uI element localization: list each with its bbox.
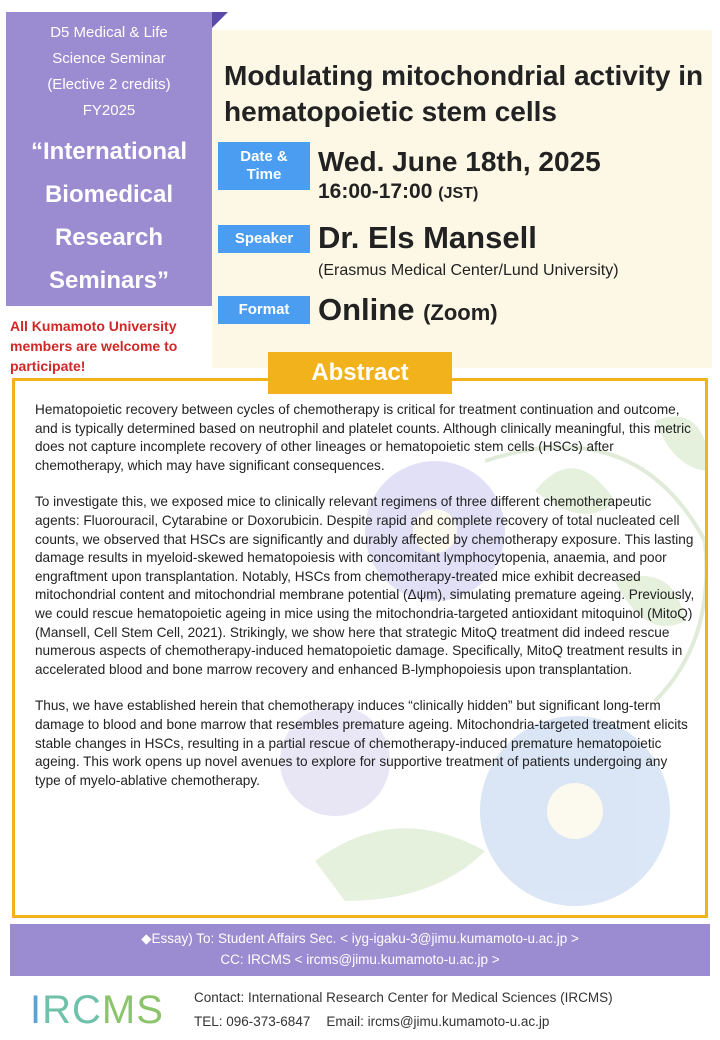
corner-accent — [212, 12, 228, 28]
speaker-affiliation: (Erasmus Medical Center/Lund University) — [318, 262, 619, 279]
welcome-note: All Kumamoto University members are welcome to participate! — [10, 318, 178, 374]
event-time — [318, 180, 478, 204]
event-date: Wed. June 18th, 2025 — [318, 146, 601, 177]
seminar-line: D5 Medical & Life — [50, 24, 168, 41]
event-timezone: (JST) — [438, 185, 479, 202]
seminar-line: FY2025 — [82, 102, 136, 119]
contact-phone: TEL: 096-373-6847 — [194, 1014, 311, 1029]
contact-email: Email: ircms@jimu.kumamoto-u.ac.jp — [326, 1014, 550, 1029]
series-line: Biomedical — [44, 181, 174, 208]
abstract-paragraph: Thus, we have established herein that chemotherapy induces “clinically hidden” but significant long-term damage to blood and bone marrow that resembles premature ageing. Mitochondria-targeted treatment elicits stable changes in HSCs, resulting in a partial rescue of chemotherapy-induced premature hematopoietic ageing. This work opens up novel avenues to explore for supportive treatment of patients undergoing any type of myelo-ablative chemotherapy. — [35, 698, 688, 788]
essay-submission-bar — [10, 924, 710, 976]
series-line: Research — [54, 224, 164, 251]
contact-details — [194, 1014, 549, 1029]
abstract-box — [12, 378, 708, 918]
ircms-logo — [30, 988, 164, 1033]
abstract-paragraph: To investigate this, we exposed mice to clinically relevant regimens of three different chemotherapeutic agents: Fluorouracil, Cytarabine or Doxorubicin. Despite rapid and complete recovery of total nucleated cell counts, we observed that HSCs are significantly and durably affected by chemotherapy exposure. This lasting damage results in myeloid-skewed hematopoiesis with concomitant lymphocytopenia, anaemia, and poor engraftment upon transplantation. Notably, HSCs from chemotherapy-treated mice exhibit decreased mitochondrial content and mitochondrial membrane potential (Δψm), simulating premature ageing. Previously, we could rescue hematopoietic ageing in mice using the mitochondria-targeted antioxidant mitoquinol (MitoQ) (Mansell, Cell Stem Cell, 2021). Strikingly, we show here that strategic MitoQ treatment did indeed rescue numerous aspects of chemotherapy-induced hematopoietic damage. Specifically, MitoQ treatment results in accelerated blood and bone marrow recovery and enhanced B-lymphopoiesis upon transplantation. — [35, 494, 695, 677]
abstract-heading: Abstract — [268, 352, 452, 394]
format-platform: (Zoom) — [423, 300, 498, 325]
format-label: Format — [218, 296, 310, 324]
talk-title: Modulating mitochondrial activity in hematopoietic stem cells — [224, 60, 704, 127]
logo-part: I — [30, 988, 43, 1032]
essay-cc: CC: IRCMS < ircms@jimu.kumamoto-u.ac.jp > — [220, 952, 500, 967]
event-format — [318, 292, 498, 328]
abstract-body — [35, 401, 695, 808]
series-title — [6, 130, 212, 302]
series-line: “International — [30, 138, 187, 165]
speaker-label: Speaker — [218, 225, 310, 253]
format-mode: Online — [318, 292, 415, 327]
logo-part: RC — [42, 988, 102, 1032]
seminar-line: (Elective 2 credits) — [47, 76, 171, 93]
event-time-range: 16:00-17:00 — [318, 180, 433, 203]
seminar-line: Science Seminar — [52, 50, 166, 67]
date-label-line: Time — [246, 166, 282, 183]
speaker-name: Dr. Els Mansell — [318, 220, 537, 255]
seminar-panel — [6, 12, 212, 306]
essay-to: ◆Essay) To: Student Affairs Sec. < iyg-igaku-3@jimu.kumamoto-u.ac.jp > — [141, 931, 579, 946]
abstract-paragraph: Hematopoietic recovery between cycles of chemotherapy is critical for treatment continuation and outcome, and is typically determined based on neutrophil and platelet counts. Although clinically meaningful, this metric does not capture incomplete recovery of other lineages or hematopoietic stem cells (HSCs) after chemotherapy, which may have significant consequences. — [35, 402, 691, 473]
logo-part: MS — [101, 988, 164, 1032]
seminar-info — [6, 20, 212, 124]
series-line: Seminars” — [48, 267, 170, 294]
date-label-line: Date & — [240, 148, 288, 165]
contact-organization: Contact: International Research Center for Medical Sciences (IRCMS) — [194, 990, 613, 1005]
date-time-label — [218, 142, 310, 190]
